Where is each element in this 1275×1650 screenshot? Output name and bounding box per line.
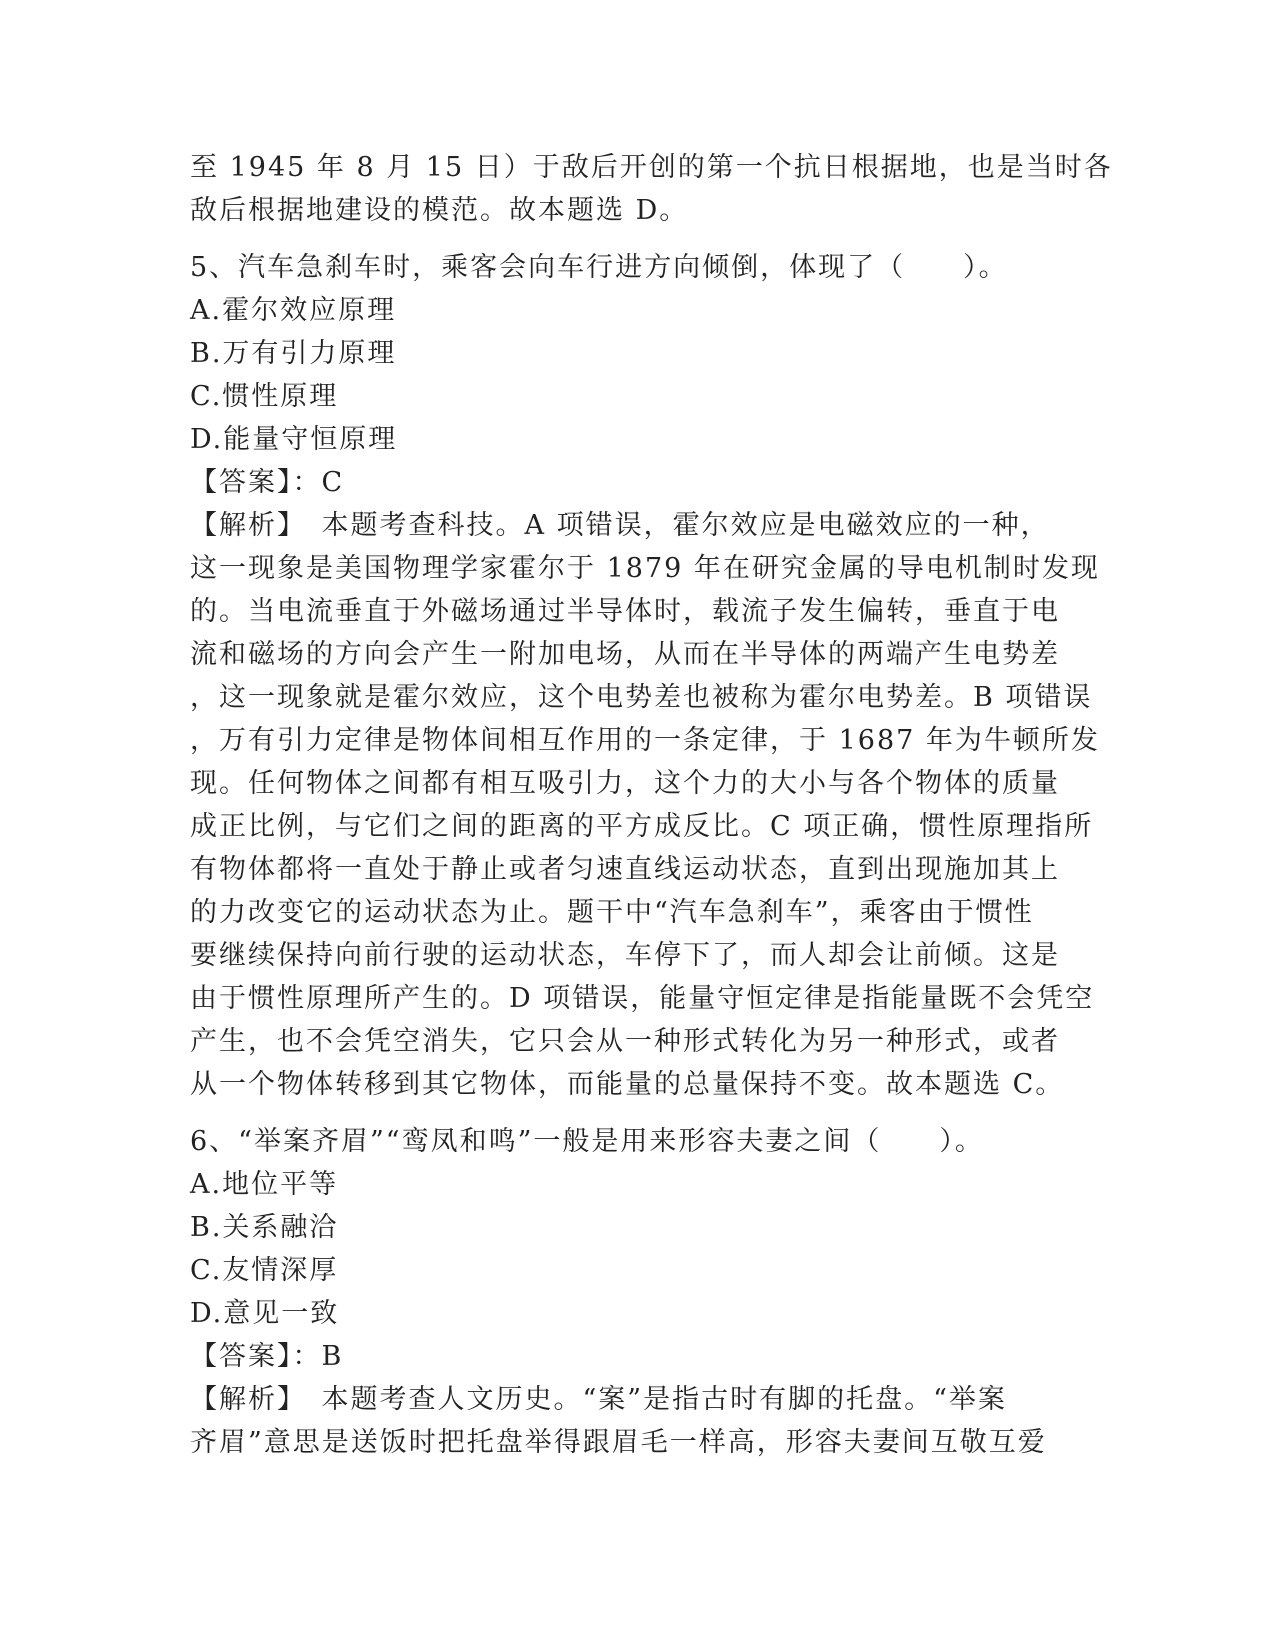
answer-line: 【答案】：C	[190, 467, 345, 498]
option-b: B.关系融洽	[190, 1212, 339, 1243]
analysis-block	[190, 1378, 1090, 1464]
option-a: A.地位平等	[190, 1169, 339, 1200]
analysis-line: 成正比例，与它们之间的距离的平方成反比。C 项正确，惯性原理指所	[190, 811, 1094, 842]
analysis-block	[190, 504, 1100, 1106]
question-6	[190, 1120, 1090, 1464]
analysis-line: 的。当电流垂直于外磁场通过半导体时，载流子发生偏转，垂直于电	[190, 596, 1060, 627]
option-b: B.万有引力原理	[190, 338, 397, 369]
analysis-line: 流和磁场的方向会产生一附加电场，从而在半导体的两端产生电势差	[190, 639, 1060, 670]
question-stem: 6、“举案齐眉”“鸾凤和鸣”一般是用来形容夫妻之间（ ）。	[190, 1126, 984, 1157]
option-d: D.能量守恒原理	[190, 424, 398, 455]
analysis-line: 现。任何物体之间都有相互吸引力，这个力的大小与各个物体的质量	[190, 768, 1060, 799]
analysis-line: 【解析】 本题考查科技。A 项错误，霍尔效应是电磁效应的一种，	[190, 510, 1050, 541]
text-line: 至 1945 年 8 月 15 日）于敌后开创的第一个抗日根据地，也是当时各	[190, 152, 1113, 183]
text-line: 敌后根据地建设的模范。故本题选 D。	[190, 195, 689, 226]
question-5	[190, 246, 1100, 1106]
option-d: D.意见一致	[190, 1298, 340, 1329]
document-page	[190, 146, 1113, 1464]
analysis-line: 这一现象是美国物理学家霍尔于 1879 年在研究金属的导电机制时发现	[190, 553, 1100, 584]
analysis-line: 产生，也不会凭空消失，它只会从一种形式转化为另一种形式，或者	[190, 1026, 1060, 1057]
analysis-line: 的力改变它的运动状态为止。题干中“汽车急刹车”，乘客由于惯性	[190, 897, 1034, 928]
question-stem: 5、汽车急刹车时，乘客会向车行进方向倾倒，体现了（ ）。	[190, 252, 1008, 283]
analysis-line: ，万有引力定律是物体间相互作用的一条定律，于 1687 年为牛顿所发	[190, 725, 1100, 756]
option-a: A.霍尔效应原理	[190, 295, 397, 326]
analysis-line: 从一个物体转移到其它物体，而能量的总量保持不变。故本题选 C。	[190, 1069, 1065, 1100]
analysis-line: 要继续保持向前行驶的运动状态，车停下了，而人却会让前倾。这是	[190, 940, 1060, 971]
analysis-line: ，这一现象就是霍尔效应，这个电势差也被称为霍尔电势差。B 项错误	[190, 682, 1093, 713]
option-c: C.友情深厚	[190, 1255, 339, 1286]
option-c: C.惯性原理	[190, 381, 339, 412]
analysis-line: 由于惯性原理所产生的。D 项错误，能量守恒定律是指能量既不会凭空	[190, 983, 1095, 1014]
analysis-line: 【解析】 本题考查人文历史。“案”是指古时有脚的托盘。“举案	[190, 1384, 1007, 1415]
answer-line: 【答案】：B	[190, 1341, 344, 1372]
analysis-line: 有物体都将一直处于静止或者匀速直线运动状态，直到出现施加其上	[190, 854, 1060, 885]
analysis-line: 齐眉”意思是送饭时把托盘举得跟眉毛一样高，形容夫妻间互敬互爱	[190, 1427, 1047, 1458]
previous-analysis-continuation	[190, 146, 1113, 232]
